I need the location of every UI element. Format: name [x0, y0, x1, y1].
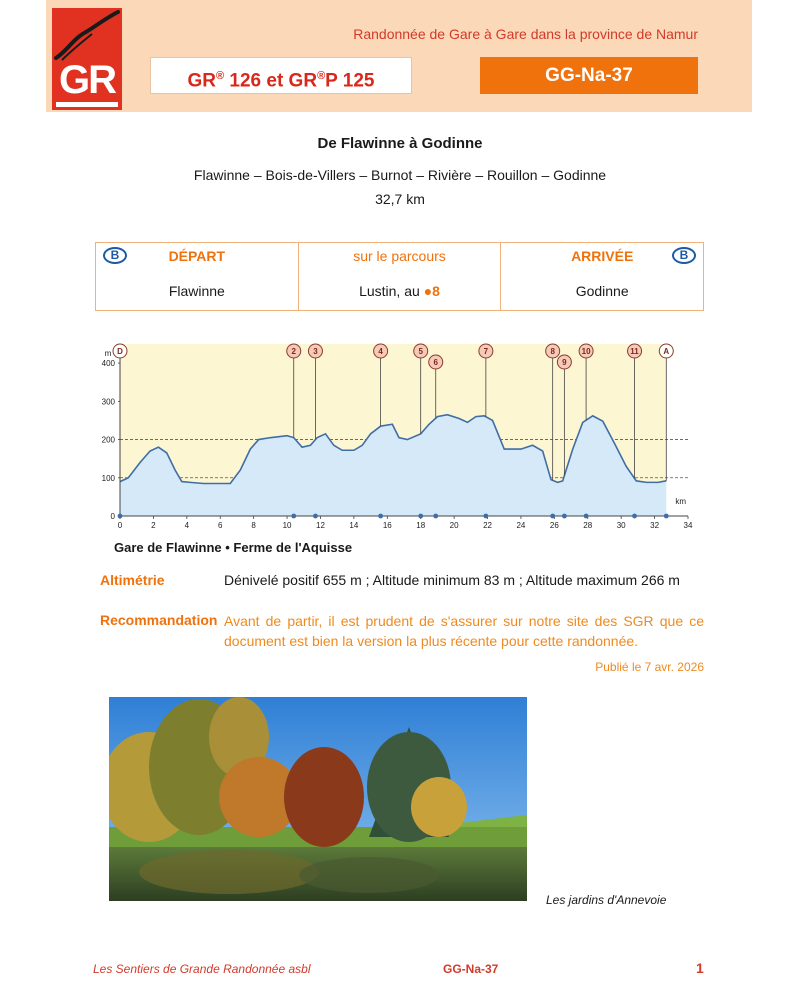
depart-column: [96, 243, 299, 310]
photo-caption: Les jardins d'Annevoie: [546, 893, 667, 907]
route-title: De Flawinne à Godinne: [317, 135, 483, 152]
altimetrie-value: Dénivelé positif 655 m ; Altitude minimum 83 m ; Altitude maximum 266 m: [224, 572, 680, 588]
y-tick-label: 200: [101, 435, 115, 445]
depart-value: Flawinne: [168, 283, 225, 299]
route-table: [95, 242, 704, 311]
waypoint-axis-dot: [433, 514, 438, 519]
gr-logo: [52, 8, 122, 110]
gr-registered-1: ®: [216, 70, 225, 82]
published-date: Publié le 7 avr. 2026: [595, 660, 704, 674]
x-tick-label: 20: [449, 521, 459, 530]
x-tick-label: 14: [349, 521, 359, 530]
x-tick-label: 22: [483, 521, 492, 530]
waypoint-axis-dot: [378, 514, 383, 519]
waypoint-axis-dot: [632, 514, 637, 519]
x-tick-label: 4: [184, 521, 190, 530]
profile-caption: Gare de Flawinne • Ferme de l'Aquisse: [114, 540, 353, 555]
gr-text-1: GR: [187, 70, 217, 92]
footer-organization: Les Sentiers de Grande Randonnée asbl: [93, 962, 311, 976]
x-tick-label: 34: [683, 521, 693, 530]
waypoint-6-marker-label: 6: [433, 358, 438, 367]
footer-code: GG-Na-37: [443, 962, 499, 976]
waypoint-axis-dot: [584, 514, 589, 519]
waypoint-4-marker-label: 4: [378, 347, 383, 356]
waypoint-11-marker-label: 11: [630, 347, 639, 356]
waypoint-5-marker-label: 5: [418, 347, 423, 356]
waypoint-axis-dot: [418, 514, 423, 519]
x-tick-label: 32: [650, 521, 660, 530]
gr-text-3: P 125: [325, 70, 375, 92]
tagline: Randonnée de Gare à Gare dans la province de Namur: [353, 26, 698, 42]
arrival-value: Godinne: [575, 283, 629, 299]
waypoint-9-marker-label: 9: [562, 358, 567, 367]
waypoint-3-marker-label: 3: [313, 347, 318, 356]
x-tick-label: 8: [251, 521, 256, 530]
end-marker-label: A: [663, 347, 670, 356]
header-band: [46, 0, 752, 112]
middle-value-text: Lustin, au: [359, 283, 424, 299]
altimetrie-label: Altimétrie: [100, 572, 165, 588]
arrival-label: ARRIVÉE: [571, 248, 634, 264]
y-tick-label: 300: [101, 397, 115, 407]
x-axis-label: km: [675, 497, 686, 506]
waypoint-axis-dot: [291, 514, 296, 519]
middle-column: [299, 243, 502, 310]
garden-photo: [109, 697, 527, 901]
waypoint-8-marker-label: 8: [550, 347, 555, 356]
route-distance: 32,7 km: [375, 191, 425, 207]
y-tick-label: 100: [101, 473, 115, 483]
route-places: Flawinne – Bois-de-Villers – Burnot – Rivière – Rouillon – Godinne: [193, 167, 607, 183]
waypoint-2-marker-label: 2: [291, 347, 296, 356]
y-axis-label: m: [104, 349, 112, 358]
waypoint-axis-dot: [550, 514, 555, 519]
route-code-box: GG-Na-37: [480, 57, 698, 94]
y-tick-label: 400: [101, 359, 115, 369]
y-tick-label: 0: [110, 512, 115, 521]
gr-text-2: 126 et GR: [224, 70, 318, 92]
recommandation-label: Recommandation: [100, 612, 218, 628]
gr-route-box: [150, 57, 412, 94]
waypoint-axis-dot: [483, 514, 488, 519]
waypoint-axis-dot: [118, 514, 123, 519]
x-tick-label: 28: [583, 521, 593, 530]
middle-value: [299, 283, 501, 299]
x-tick-label: 12: [316, 521, 325, 530]
x-tick-label: 30: [616, 521, 626, 530]
x-tick-label: 24: [516, 521, 526, 530]
logo-strip: [56, 102, 118, 107]
x-tick-label: 10: [282, 521, 292, 530]
train-station-icon: B: [103, 247, 127, 264]
depart-label: DÉPART: [168, 248, 226, 264]
x-tick-label: 2: [151, 521, 156, 530]
waypoint-7-marker-label: 7: [483, 347, 489, 356]
x-tick-label: 18: [416, 521, 426, 530]
garden-illustration: [109, 697, 527, 901]
start-marker-label: D: [117, 347, 123, 356]
x-tick-label: 16: [382, 521, 392, 530]
logo-letters: GR: [59, 58, 115, 102]
waypoint-axis-dot: [313, 514, 318, 519]
recommandation-value: Avant de partir, il est prudent de s'assurer sur notre site des SGR que ce document est bien la version la plus récente pour cette randonnée.: [224, 613, 704, 649]
waypoint-8-marker: ●8: [423, 283, 440, 299]
x-tick-label: 0: [117, 521, 123, 530]
elevation-profile-chart: [98, 336, 698, 536]
waypoint-axis-dot: [562, 514, 567, 519]
waypoint-axis-dot: [664, 514, 669, 519]
waypoint-10-marker-label: 10: [581, 347, 591, 356]
x-tick-label: 6: [218, 521, 223, 530]
middle-label: sur le parcours: [353, 248, 446, 264]
train-station-icon: B: [672, 247, 696, 264]
arrival-column: [501, 243, 703, 310]
gr-registered-2: ®: [317, 70, 326, 82]
page-number: 1: [696, 960, 704, 976]
x-tick-label: 26: [549, 521, 559, 530]
